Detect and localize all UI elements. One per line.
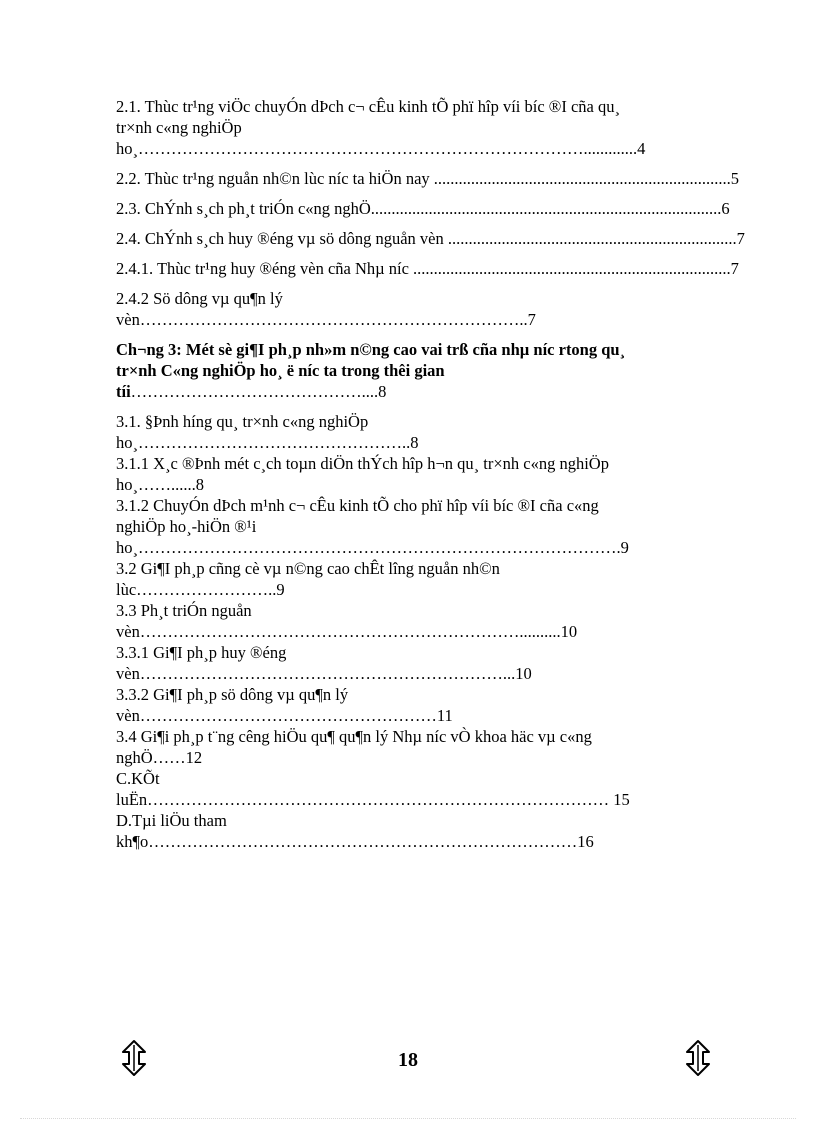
toc-entry[interactable] (116, 558, 788, 600)
toc-entry[interactable] (116, 258, 788, 279)
toc-entry-line: D.Tµi liÖu tham (116, 811, 227, 830)
toc-entry-line: 3.3 Ph¸t triÓn nguån (116, 601, 252, 620)
toc-entry[interactable] (116, 339, 788, 402)
toc-entry-line: kh¶o……………………………………………………………………16 (116, 832, 594, 851)
toc-entry-line: 2.4. ChÝnh s¸ch huy ®éng vµ sö dông nguån vèn ......................................................................7 (116, 229, 745, 248)
toc-entry[interactable] (116, 198, 788, 219)
toc-entry-line: 3.1.2 ChuyÓn dÞch m¹nh c¬ cÊu kinh tÕ cho phï hîp víi bíc ®I cña c«ng (116, 496, 599, 515)
toc-entry-line: 2.4.1. Thùc tr¹ng huy ®éng vèn cña Nhµ níc .............................................................................7 (116, 259, 739, 278)
toc-entry-line: vèn……………………………………………………………..........10 (116, 622, 578, 641)
toc-entry-line: ho¸……………………………………………………………………….............4 (116, 139, 646, 158)
toc-entry-line (116, 381, 788, 402)
toc-entry-line: nghÖ……12 (116, 748, 203, 767)
toc-entry[interactable] (116, 768, 788, 810)
toc-entry-line: ho¸……......8 (116, 475, 204, 494)
toc-entry-line: 3.1.1 X¸c ®Þnh mét c¸ch toµn diÖn thÝch hîp h¬n qu¸ tr×nh c«ng nghiÖp (116, 454, 609, 473)
toc-entry[interactable] (116, 411, 788, 453)
toc-entry-line: C.KÕt (116, 769, 160, 788)
toc-entry-line: tr×nh C«ng nghiÖp ho¸ ë níc ta trong thêi gian (116, 361, 445, 380)
toc-entry-line: nghiÖp ho¸-hiÖn ®¹i (116, 517, 257, 536)
up-down-arrow-icon[interactable] (684, 1039, 712, 1077)
toc-entry-line: 3.1. §Þnh híng qu¸ tr×nh c«ng nghiÖp (116, 412, 369, 431)
toc-entry[interactable] (116, 228, 788, 249)
toc-entry-line: 2.4.2 Sö dông vµ qu¶n lý (116, 289, 283, 308)
toc-entry-line: 2.2. Thùc tr¹ng nguån nh©n lùc níc ta hiÖn nay ........................................................................5 (116, 169, 740, 188)
page-footer (0, 1035, 816, 1085)
toc-entry[interactable] (116, 96, 788, 159)
page-number: 18 (398, 1049, 418, 1071)
toc-entry-line: lùc……………………..9 (116, 580, 285, 599)
bottom-divider (20, 1118, 796, 1119)
toc-entry-line: 3.2 Gi¶I ph¸p cñng cè vµ n©ng cao chÊt lîng nguån nh©n (116, 559, 500, 578)
toc-entry[interactable] (116, 810, 788, 852)
toc-entry-line: tr×nh c«ng nghiÖp (116, 118, 242, 137)
toc-entry-line: 2.3. ChÝnh s¸ch ph¸t triÓn c«ng nghÖ.....................................................................................6 (116, 199, 730, 218)
toc-entry-leader: ……………………………………....8 (130, 382, 387, 401)
toc-entry-line: ho¸…………………………………………………………………………….9 (116, 538, 629, 557)
toc-entry[interactable] (116, 642, 788, 684)
toc-entry-line: 3.4 Gi¶i ph¸p t¨ng cêng hiÖu qu¶ qu¶n lý Nhµ níc vÒ khoa häc vµ c«ng (116, 727, 592, 746)
toc-entry-line: ho¸…………………………………………..8 (116, 433, 419, 452)
toc-entry-text: tíi (116, 382, 131, 401)
toc-entry-line: vèn………………………………………………11 (116, 706, 453, 725)
toc-entry[interactable] (116, 600, 788, 642)
toc-entry[interactable] (116, 453, 788, 495)
toc-entry[interactable] (116, 288, 788, 330)
toc-entry-line: Ch¬ng 3: Mét sè gi¶I ph¸p nh»m n©ng cao vai trß cña nhµ níc rtong qu¸ (116, 340, 626, 359)
toc-entry-line: 3.3.1 Gi¶I ph¸p huy ®éng (116, 643, 287, 662)
toc-entry[interactable] (116, 168, 788, 189)
toc-entry-line: vèn…………………………………………………………...10 (116, 664, 532, 683)
toc-entry[interactable] (116, 726, 788, 768)
toc-entry[interactable] (116, 495, 788, 558)
toc-entry[interactable] (116, 684, 788, 726)
toc-entry-line: 2.1. Thùc tr¹ng viÖc chuyÓn dÞch c¬ cÊu kinh tÕ phï hîp víi bíc ®I cña qu¸ (116, 97, 620, 116)
toc-entry-line: 3.3.2 Gi¶I ph¸p sö dông vµ qu¶n lý (116, 685, 349, 704)
toc-entry-line: luËn………………………………………………………………………… 15 (116, 790, 630, 809)
toc-entry-line: vèn……………………………………………………………..7 (116, 310, 536, 329)
table-of-contents (116, 96, 788, 852)
